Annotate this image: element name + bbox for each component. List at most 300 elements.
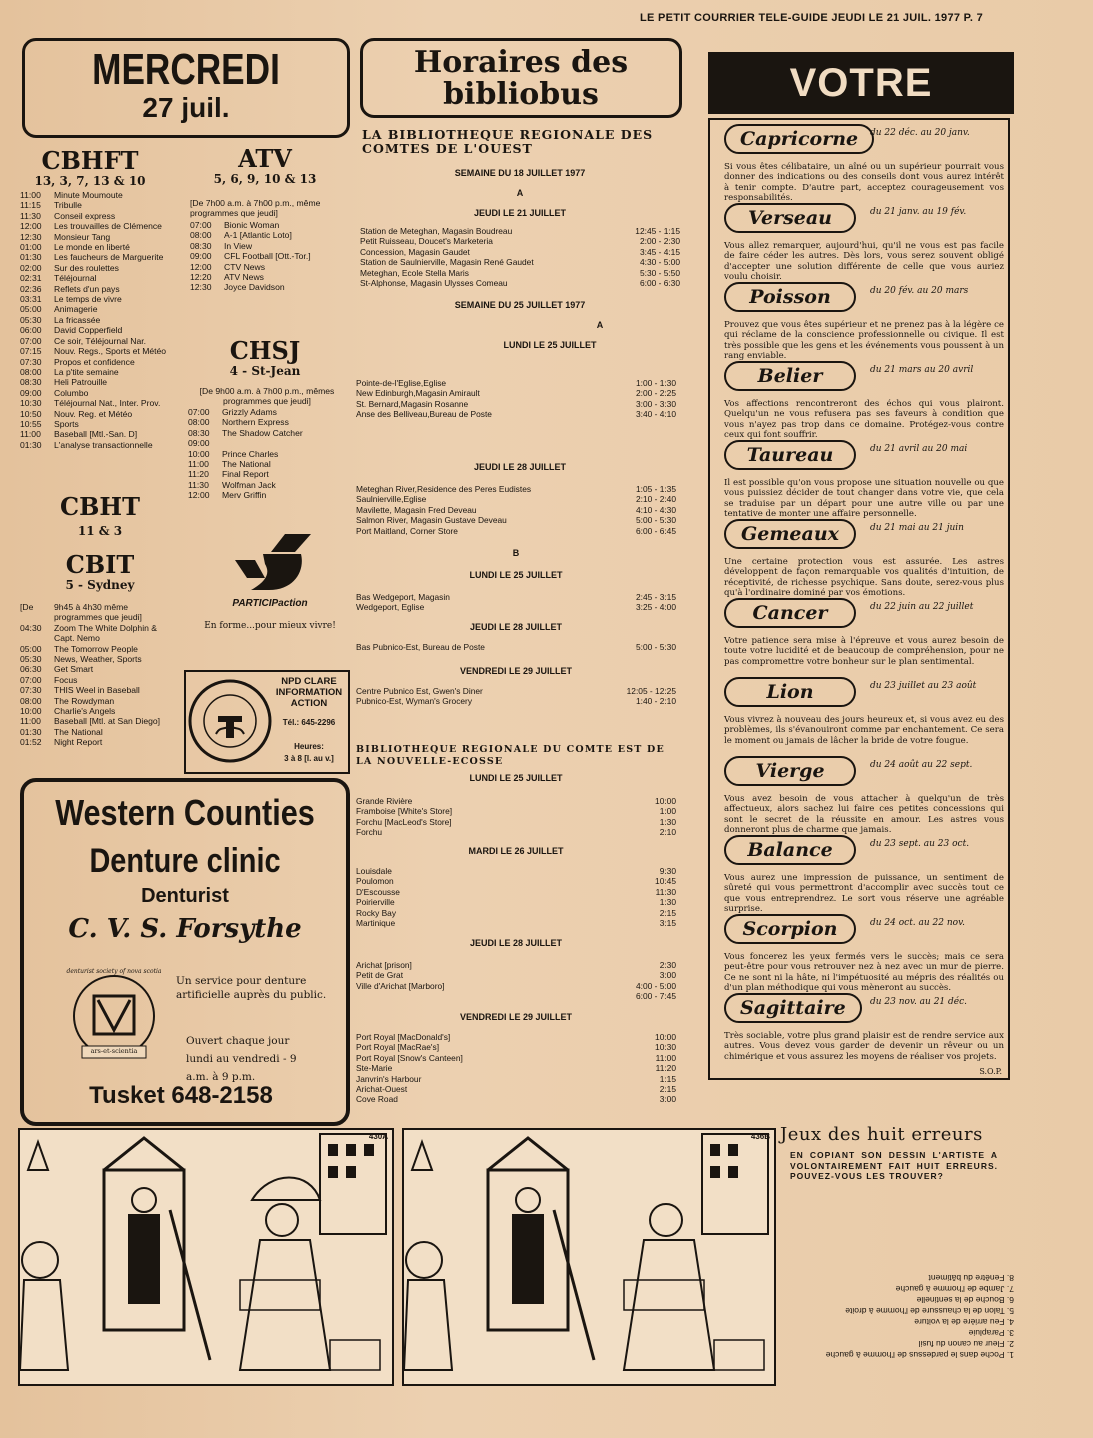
schedule-time: 02:00 [20,262,42,273]
bus-stop-time: 12:05 - 12:25 [626,686,676,696]
cbht-block [20,494,180,538]
schedule-program: Night Report [54,737,103,748]
bus-stop-place: Saulnierville,Eglise [356,494,427,505]
sign-name: Taureau [724,440,856,470]
bus-stop-place: Louisdale [356,866,392,876]
sign-dates: du 23 sept. au 23 oct. [870,839,970,849]
bus-stop-time: 11:30 [655,886,676,897]
schedule-row [190,241,345,251]
bus-stop-place: Rocky Bay [356,907,397,918]
bus-stop-time: 1:05 - 1:35 [635,484,676,494]
schedule-program: Sports [54,418,79,429]
schedule-row [20,377,175,387]
sign-name: Balance [724,835,856,865]
schedule-time: 07:00 [190,220,212,230]
bus-stop-row [356,908,676,918]
schedule-row [188,438,343,448]
schedule-program: Téléjournal Nat., Inter. Prov. [54,398,161,409]
horoscope-sign-lion [724,677,1004,746]
schedule-program: The Shadow Catcher [222,427,303,438]
atv-channels: 5, 6, 9, 10 & 13 [213,172,317,186]
schedule-row [190,220,345,230]
bus-stop-row [356,1084,676,1094]
answer-item: 6. Bouche de la sentinelle [916,1295,1014,1305]
schedule-row [20,304,175,314]
schedule-program: Heli Patrouille [54,377,108,388]
schedule-time: 07:15 [20,346,42,357]
ad-open: Ouvert chaque jour lundi au vendredi - 9 a.m. à 9 p.m. [186,1035,297,1083]
vendredi29-stops [356,686,676,707]
schedule-row [20,716,175,726]
panel2-number: 436B [750,1132,770,1141]
bus-stop-row [356,494,676,504]
bus-stop-place: Ville d'Arichat [Marboro] [356,980,445,991]
sign-text: Prouvez que vous êtes supérieur et ne prenez pas à la légère ce qui réclame de la conscience professionnelle ou civique. Il est très possible que les gens et les événements vous poussent à un rang enviable. [724,320,1004,362]
bus-stop-row [356,602,676,612]
bus-stop-place: Port Royal [MacDonald's] [356,1032,451,1042]
sign-dates: du 24 août au 22 sept. [870,760,973,770]
seal-bottom-text: ars-et-scientia [90,1047,138,1055]
bibliobus-title-box [360,38,682,118]
npd-seal-text [190,760,270,766]
schedule-time: 01:30 [20,252,42,263]
atv-block [190,146,340,186]
sign-dates: du 21 mai au 21 juin [870,523,964,533]
schedule-row [20,252,175,262]
bus-stop-row [356,526,676,536]
participaction-logo [225,530,315,594]
sign-dates: du 24 oct. au 22 nov. [870,918,965,928]
schedule-row [20,325,175,335]
schedule-row [188,459,343,469]
schedule-row [20,664,175,674]
e-vendredi-stops [356,1032,676,1105]
schedule-time: 10:00 [20,706,42,717]
horoscope-box [708,118,1010,1080]
bus-stop-time: 2:45 - 3:15 [635,592,676,602]
bus-stop-place: Centre Pubnico Est, Gwen's Diner [356,686,483,696]
schedule-row [20,602,175,623]
bus-stop-row [360,247,680,257]
schedule-time: 12:20 [190,272,212,283]
e-mardi-stops [356,866,676,928]
schedule-row [20,696,175,706]
sign-text: Votre patience sera mise à l'épreuve et vous aurez besoin de toute votre lucidité et de beaucoup de compréhension, pour ne pas compromettre votre bonheur sur le plan sentimental. [724,636,1004,667]
schedule-time: 12:00 [190,261,212,272]
chsj-channels: 4 - St-Jean [229,364,301,378]
e-jeudi-heading: JEUDI LE 28 JUILLET [469,938,563,948]
schedule-program: Baseball [Mtl.-San. D] [54,429,138,440]
chsj-schedule [188,407,343,501]
ad-phone: Tusket 648-2158 [89,1082,273,1109]
bus-stop-time: 4:30 - 5:00 [639,257,680,268]
week1-heading: SEMAINE DU 18 JUILLET 1977 [454,168,586,178]
sign-dates: du 22 déc. au 20 janv. [870,128,970,138]
bus-stop-time: 3:00 - 3:30 [635,398,676,409]
bus-stop-time: 5:00 - 5:30 [635,515,676,526]
schedule-program: CFL Football [Ott.-Tor.] [224,251,311,262]
cartoon-drawing-2 [404,1130,774,1384]
bus-stop-place: Port Maitland, Corner Store [356,525,458,536]
schedule-row [20,273,175,283]
bus-stop-row [356,1032,676,1042]
bus-stop-time: 10:00 [655,796,676,806]
schedule-time: 05:30 [20,314,42,325]
schedule-row [20,294,175,304]
schedule-row [20,644,175,654]
schedule-program: David Copperfield [54,325,123,336]
schedule-program: Final Report [222,469,269,480]
schedule-program: Get Smart [54,664,94,675]
schedule-time: 08:30 [20,377,42,388]
sign-text: Il est possible qu'on vous propose une situation nouvelle ou que vous puissiez décider de tout changer dans votre vie, que cela se traduise par un départ pour une autre ville ou par une tentative de monter une affaire personnelle. [724,478,1004,520]
bus-stop-time: 11:20 [655,1063,676,1074]
week2-heading: SEMAINE DU 25 JUILLET 1977 [454,300,586,310]
bus-stop-time: 2:00 - 2:25 [635,388,676,399]
bus-stop-place: Port Royal [Snow's Canteen] [356,1052,463,1063]
day-title: MERCREDI [92,45,280,94]
schedule-row [20,429,175,439]
answer-item: 7. Jambe de l'homme à gauche [895,1284,1014,1294]
bus-stop-time: 2:30 [659,960,676,970]
schedule-time: 01:52 [20,737,42,748]
schedule-time: 11:30 [20,210,41,221]
schedule-row [188,449,343,459]
bus-stop-place: D'Escousse [356,886,400,897]
bus-stop-place: Grande Rivière [356,796,413,806]
sign-name: Verseau [724,203,856,233]
schedule-time: 02:31 [20,273,42,284]
schedule-time: 08:30 [188,427,210,438]
sign-name: Sagittaire [724,993,862,1023]
bus-stop-place: Martinique [356,918,396,929]
bus-stop-place: Meteghan, Ecole Stella Maris [360,267,469,278]
chsj-name: CHSJ [229,336,301,365]
bus-stop-time: 2:10 [659,827,676,838]
horoscope-sign-taureau [724,440,1004,520]
bus-stop-row [356,505,676,515]
participaction-slogan: En forme...pour mieux vivre! [204,621,336,631]
schedule-program: Sur des roulettes [54,262,119,273]
bus-stop-place: Wedgeport, Eglise [356,602,425,613]
ad-line1: Western Counties [55,792,315,833]
schedule-program: The National [54,726,103,737]
bus-stop-place: Poulomon [356,876,394,887]
ad-service: Un service pour denture artificielle auprès du public. [176,975,327,1001]
horoscope-sign-belier [724,361,1004,441]
cartoon-drawing-1 [20,1130,392,1384]
bus-stop-row [356,897,676,907]
schedule-row [20,200,175,210]
schedule-program: Monsieur Tang [54,231,111,242]
schedule-row [190,230,345,240]
bus-stop-time: 1:15 [659,1073,676,1084]
bus-stop-row [356,409,676,419]
npd-hours: 3 à 8 [l. au v.] [284,754,334,763]
schedule-time: 08:30 [190,240,212,251]
schedule-program: Téléjournal [54,273,97,284]
schedule-time: 11:00 [20,429,41,440]
bus-stop-time: 4:00 - 5:00 [635,980,676,991]
bus-stop-place: Ste-Marie [356,1063,393,1074]
schedule-time: 06:30 [20,664,42,675]
bus-stop-time: 10:00 [655,1032,676,1042]
schedule-time: 10:00 [188,448,210,459]
jeux-instructions: EN COPIANT SON DESSIN L'ARTISTE A VOLONTAIREMENT FAIT HUIT ERREURS. POUVEZ-VOUS LES TROUVER? [790,1150,998,1181]
cbht-name: CBHT [60,492,140,521]
schedule-program: Merv Griffin [222,490,267,501]
schedule-row [20,623,175,644]
ad-line4: C. V. S. Forsythe [68,914,302,944]
schedule-program: A-1 [Atlantic Loto] [224,230,292,241]
schedule-program: Propos et confidence [54,356,135,367]
bus-stop-place: New Edinburgh,Magasin Amirault [356,388,480,399]
atv-schedule [190,220,345,293]
atv-note: [De 7h00 a.m. à 7h00 p.m., même programmes que jeudi] [190,198,321,219]
schedule-time: 05:30 [20,654,42,665]
bus-stop-row [360,236,680,246]
schedule-row [188,428,343,438]
bus-stop-time: 1:30 [659,897,676,908]
schedule-time: 09:00 [20,387,42,398]
horoscope-sign-gemeaux [724,519,1004,599]
sign-dates: du 21 janv. au 19 fév. [870,207,967,217]
bus-stop-row [360,268,680,278]
schedule-time: 07:30 [20,685,42,696]
schedule-program: Reflets d'un pays [54,283,120,294]
schedule-time: 07:30 [20,356,42,367]
cbhft-channels: 13, 3, 7, 13 & 10 [34,174,146,188]
schedule-time: 12:30 [20,231,42,242]
schedule-row [20,367,175,377]
panel1-number: 430A [368,1132,388,1141]
page-header: LE PETIT COURRIER TELE-GUIDE JEUDI LE 21 JUIL. 1977 P. 7 [640,12,984,24]
schedule-time: 11:30 [188,479,209,490]
day-box [22,38,350,138]
bus-stop-place: Janvrin's Harbour [356,1073,422,1084]
e-vendredi-heading: VENDREDI LE 29 JUILLET [459,1012,573,1022]
e-mardi-heading: MARDI LE 26 JUILLET [468,846,564,856]
schedule-time: 09:00 [190,251,212,262]
bus-stop-time: 5:00 - 5:30 [635,642,676,652]
bus-stop-row [356,696,676,706]
schedule-program: Animagerie [54,304,98,315]
schedule-time: 10:50 [20,408,42,419]
bus-stop-place: Concession, Magasin Gaudet [360,246,470,257]
cbit-channels: 5 - Sydney [65,578,135,592]
schedule-row [188,469,343,479]
schedule-time: 11:00 [20,190,41,200]
schedule-program: Columbo [54,387,89,398]
schedule-program: The National [222,459,271,470]
schedule-row [20,675,175,685]
horoscope-signature: S.O.P. [979,1067,1002,1076]
jeudi28b-heading: JEUDI LE 28 JUILLET [469,622,563,632]
schedule-row [20,284,175,294]
schedule-row [20,346,175,356]
schedule-program: Prince Charles [222,448,279,459]
atv-name: ATV [238,144,292,173]
seal-top-text: denturist society of nova scotia [66,968,162,975]
schedule-row [20,727,175,737]
lundi25-stops [356,378,676,420]
west-library-title: LA BIBLIOTHEQUE REGIONALE DES COMTES DE L'OUEST [362,127,654,156]
schedule-row [20,685,175,695]
bus-stop-place: Forchu [356,827,383,838]
schedule-row [190,282,345,292]
chsj-note: [De 9h00 a.m. à 7h00 p.m., mêmes programmes que jeudi] [199,386,335,407]
answer-item: 5. Talon de la chaussure de l'homme à droite [845,1306,1014,1316]
sign-text: Vous avez besoin de vous attacher à quelqu'un de très affectueux, alors sachez lui faire ces petites concessions qui sont le secret de la réussite en amour. Les astres vous donneront plus de charme que jamais. [724,794,1004,836]
bus-stop-row [356,686,676,696]
schedule-time: 12:00 [188,490,210,501]
horoscope-sign-poisson [724,282,1004,362]
schedule-program: The Rowdyman [54,695,115,706]
bus-stop-row [356,806,676,816]
bus-stop-row [356,1074,676,1084]
bus-stop-place: Port Royal [MacRae's] [356,1042,440,1053]
bus-stop-row [356,960,676,970]
schedule-program: Grizzly Adams [222,407,277,417]
schedule-row [188,490,343,500]
bus-stop-row [356,388,676,398]
sign-text: Une certaine protection vous est assurée. Les astres développent de façon remarquable vos qualités d'intuition, de réceptivité, de richesse psychique. Sans doute, serez-vous plus qu'à l'ordinaire dominé par vos émotions. [724,557,1004,599]
schedule-program: The Tomorrow People [54,643,138,654]
bus-stop-row [356,876,676,886]
bus-stop-row [356,981,676,991]
bus-stop-place: Station de Saulnierville, Magasin René Gaudet [360,257,534,268]
answer-item: 2. Fleur au canon du fusil [918,1339,1014,1349]
bus-stop-row [360,278,680,288]
answer-item: 1. Poche dans le pardessus de l'homme à gauche [825,1350,1014,1360]
schedule-row [20,211,175,221]
sign-name: Gemeaux [724,519,856,549]
npd-hours-label: Heures: [294,742,324,751]
sign-dates: du 20 fév. au 20 mars [870,286,969,296]
npd-seal [188,676,272,766]
schedule-program: Le monde en liberté [54,242,130,253]
schedule-program: Minute Moumoute [54,190,123,200]
bus-stop-place: Bas Wedgeport, Magasin [356,592,450,602]
schedule-program: Charlie's Angels [54,706,116,717]
bus-stop-time: 6:00 - 6:45 [635,525,676,536]
bus-stop-time: 9:30 [659,866,676,876]
bus-stop-time: 2:00 - 2:30 [639,236,680,247]
schedule-row [20,315,175,325]
sign-name: Lion [724,677,856,707]
ad-line2: Denture clinic [89,842,281,880]
npd-title: NPD CLARE INFORMATION ACTION [275,676,343,709]
schedule-time: 07:00 [188,407,210,417]
bus-stop-row [360,226,680,236]
cbhft-name: CBHFT [41,146,139,175]
schedule-time: 08:00 [188,417,210,428]
schedule-row [190,272,345,282]
schedule-time: 04:30 [20,622,42,633]
schedule-row [20,242,175,252]
sign-dates: du 21 mars au 20 avril [870,365,974,375]
schedule-program: Bionic Woman [224,220,280,230]
jeux-answers [784,1230,1014,1360]
bus-stop-time: 5:30 - 5:50 [639,267,680,278]
schedule-program: Ce soir, Téléjournal Nar. [54,335,147,346]
e-lundi-stops [356,796,676,838]
cartoon-panel-2 [402,1128,776,1386]
schedule-program: La fricassée [54,314,101,325]
bus-stop-place: Poirierville [356,897,395,908]
bus-stop-time: 10:45 [655,876,676,887]
sign-text: Vous aurez une impression de puissance, un sentiment de sûreté qui vous permettront d'accomplir avec succès tout ce que vous entreprendrez. Le sort vous réserve une agréable surprise. [724,873,1004,915]
bus-stop-row [356,1053,676,1063]
bus-stop-row [356,399,676,409]
answer-item: 3. Parapluie [968,1328,1014,1338]
schedule-program: Northern Express [222,417,289,428]
schedule-program: Tribulle [54,200,82,211]
sign-name: Scorpion [724,914,856,944]
bus-stop-row [356,1094,676,1104]
bus-stop-place: Forchu [MacLeod's Store] [356,816,452,827]
bus-stop-time: 11:00 [655,1052,676,1063]
bus-stop-time: 2:15 [659,907,676,918]
answer-item: 4. Feu arrière de la voiture [914,1317,1014,1327]
horoscope-sign-verseau [724,203,1004,283]
schedule-time: 01:30 [20,726,42,737]
cartoon-panel-1 [18,1128,394,1386]
denture-clinic-ad [20,778,350,1126]
east-library-title: BIBLIOTHEQUE REGIONALE DU COMTE EST DE LA NOUVELLE-ECOSSE [356,744,665,767]
horoscope-sign-scorpion [724,914,1004,994]
schedule-time: 05:00 [20,643,42,654]
schedule-program: Joyce Davidson [224,282,285,293]
sign-dates: du 22 juin au 22 juillet [870,602,974,612]
bus-stop-row [356,817,676,827]
horoscope-sign-balance [724,835,1004,915]
schedule-time: [De [20,602,34,612]
npd-ad [184,670,350,774]
bus-stop-place: Anse des Belliveau,Bureau de Poste [356,409,492,420]
schedule-time: 08:00 [190,230,212,241]
schedule-program: CTV News [224,261,266,272]
bus-stop-row [356,827,676,837]
schedule-program: Wolfman Jack [222,479,276,490]
schedule-row [188,407,343,417]
cbht-channels: 11 & 3 [77,524,123,538]
bus-stop-row [356,918,676,928]
schedule-time: 12:30 [190,282,212,293]
schedule-time: 10:55 [20,418,42,429]
bus-stop-row [356,592,676,602]
bus-stop-time: 2:15 [659,1084,676,1095]
schedule-program: Le temps de vivre [54,294,122,305]
schedule-program: Zoom The White Dolphin & Capt. Nemo [54,622,158,644]
schedule-program: THIS Weel in Baseball [54,685,140,696]
ad-line3: Denturist [141,885,229,907]
cbit-schedule [20,602,175,748]
bibliobus-title: Horaires des bibliobus [413,45,629,112]
day-date: 27 juil. [142,92,230,123]
bus-stop-row [356,796,676,806]
e-lundi-heading: LUNDI LE 25 JUILLET [469,773,563,783]
horoscope-sign-capricorne [724,124,1004,204]
schedule-time: 02:36 [20,283,42,294]
sign-dates: du 23 nov. au 21 déc. [870,997,968,1007]
bus-stop-row [356,1063,676,1073]
bus-stop-row [356,484,676,494]
sign-text: Vous allez remarquer, aujourd'hui, qu'il ne vous est pas facile de faire céder les autres. Dès lors, vous serez souvent obligé d'accepter une solution différente de celle que vous auriez voulu choisir. [724,241,1004,283]
participaction-ad [200,530,340,631]
bus-stop-place: Framboise [White's Store] [356,806,453,817]
bus-stop-time: 3:40 - 4:10 [635,409,676,420]
